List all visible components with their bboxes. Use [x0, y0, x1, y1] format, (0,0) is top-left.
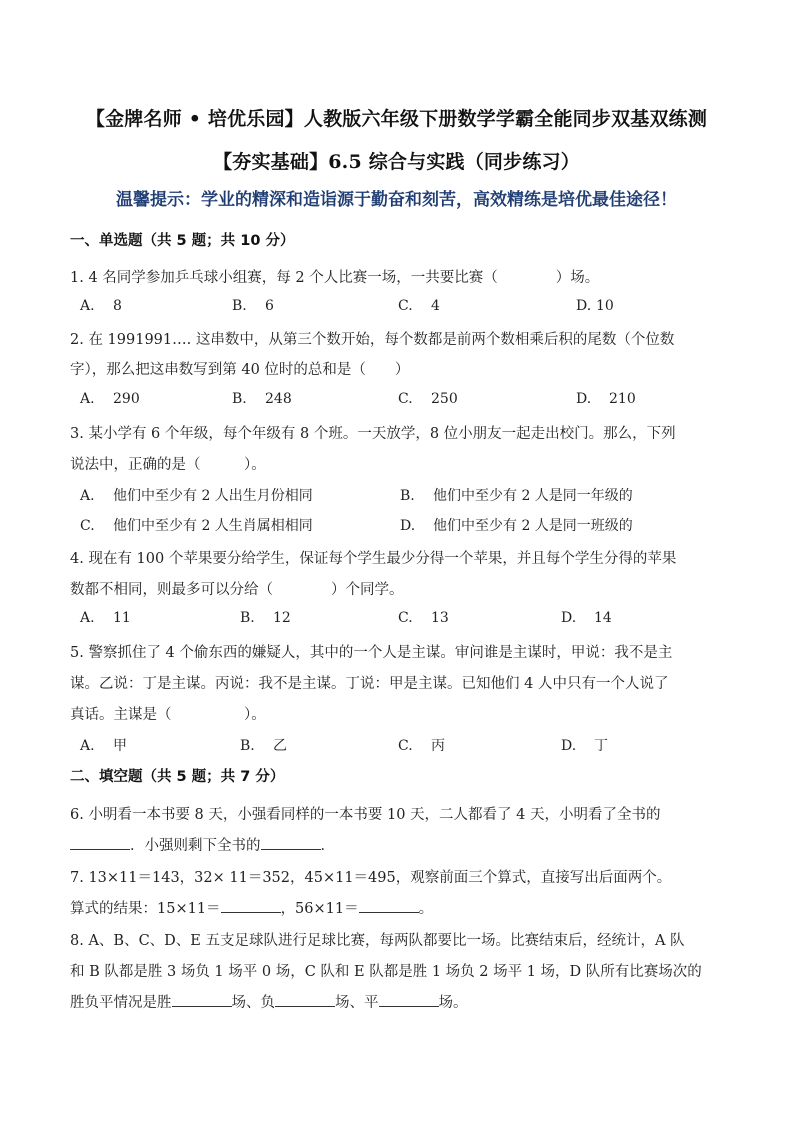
question-8-text-line1: 8. A、B、C、D、E 五支足球队进行足球比赛，每两队都要比一场。比赛结束后，经统计，A 队	[70, 933, 685, 949]
question-2-options	[0, 391, 793, 411]
option-c: C. 丙	[398, 738, 445, 754]
question-2-text-line1: 2. 在 1991991…. 这串数中，从第三个数开始，每个数都是前两个数相乘后积的尾数（个位数	[70, 332, 675, 348]
option-d: D. 10	[576, 298, 614, 314]
question-7-text-line1: 7. 13×11＝143，32× 11＝352，45×11＝495，观察前面三个算式，直接写出后面两个。	[70, 870, 672, 886]
answer-blank[interactable]	[172, 992, 232, 1007]
option-b: B. 12	[240, 610, 291, 626]
question-4-options	[0, 610, 793, 630]
question-2-text-line2: 字），那么把这串数写到第 40 位时的总和是（ ）	[70, 362, 410, 378]
option-d: D. 丁	[561, 738, 608, 754]
question-1-options	[0, 298, 793, 318]
question-5-text-line2: 谋。乙说：丁是主谋。丙说：我不是主谋。丁说：甲是主谋。已知他们 4 人中只有一个人说了	[70, 676, 669, 692]
answer-blank[interactable]	[221, 898, 281, 913]
option-b: B. 248	[232, 391, 292, 407]
answer-blank[interactable]	[261, 835, 321, 850]
question-6-text-line1: 6. 小明看一本书要 8 天，小强看同样的一本书要 10 天，二人都看了 4 天，小明看了全书的	[70, 807, 661, 823]
question-3-options-row1	[0, 485, 793, 505]
question-7-text-line2: 算式的结果：15×11＝ ，56×11＝ 。	[70, 897, 433, 918]
section-heading-fill-in: 二、填空题（共 5 题；共 7 分）	[70, 769, 285, 785]
option-a: A. 11	[80, 610, 131, 626]
option-c: C. 4	[398, 298, 440, 314]
question-3-text-line2: 说法中，正确的是（ ）。	[70, 457, 266, 473]
question-6-text-line2: ．小强则剩下全书的 ．	[70, 834, 335, 855]
option-b: B. 他们中至少有 2 人是同一年级的	[400, 488, 633, 504]
option-c: C. 他们中至少有 2 人生肖属相相同	[80, 518, 313, 534]
option-d: D. 他们中至少有 2 人是同一班级的	[400, 518, 633, 534]
answer-blank[interactable]	[275, 992, 335, 1007]
question-8-text-line3: 胜负平情况是胜 场、负 场、平 场。	[70, 991, 468, 1012]
section-heading-single-choice: 一、单选题（共 5 题；共 10 分）	[70, 233, 295, 249]
option-a: A. 8	[80, 298, 122, 314]
option-a: A. 他们中至少有 2 人出生月份相同	[80, 488, 313, 504]
question-1-text: 1. 4 名同学参加乒乓球小组赛，每 2 个人比赛一场，一共要比赛（ ）场。	[70, 270, 600, 286]
answer-blank[interactable]	[359, 898, 419, 913]
question-8-text-line2: 和 B 队都是胜 3 场负 1 场平 0 场，C 队和 E 队都是胜 1 场负 2 场平 1 场，D 队所有比赛场次的	[70, 964, 702, 980]
question-4-text-line1: 4. 现在有 100 个苹果要分给学生，保证每个学生最少分得一个苹果，并且每个学生分得的苹果	[70, 551, 677, 567]
question-4-text-line2: 数都不相同，则最多可以分给（ ）个同学。	[70, 582, 404, 598]
question-3-text-line1: 3. 某小学有 6 个年级，每个年级有 8 个班。一天放学，8 位小朋友一起走出校门。那么，下列	[70, 426, 676, 442]
document-title: 【金牌名师 • 培优乐园】人教版六年级下册数学学霸全能同步双基双练测	[85, 108, 708, 130]
answer-blank[interactable]	[70, 835, 130, 850]
option-c: C. 250	[398, 391, 458, 407]
option-c: C. 13	[398, 610, 449, 626]
question-3-options-row2	[0, 515, 793, 535]
question-5-text-line3: 真话。主谋是（ ）。	[70, 707, 266, 723]
option-a: A. 甲	[80, 738, 127, 754]
answer-blank[interactable]	[379, 992, 439, 1007]
hint-text: 温馨提示：学业的精深和造诣源于勤奋和刻苦，高效精练是培优最佳途径！	[116, 190, 677, 210]
document-subtitle: 【夯实基础】6.5 综合与实践（同步练习）	[213, 151, 580, 173]
option-a: A. 290	[80, 391, 140, 407]
option-d: D. 210	[576, 391, 636, 407]
question-5-text-line1: 5. 警察抓住了 4 个偷东西的嫌疑人，其中的一个人是主谋。审问谁是主谋时，甲说：我不是主	[70, 645, 673, 661]
option-d: D. 14	[561, 610, 612, 626]
option-b: B. 乙	[240, 738, 287, 754]
question-5-options	[0, 735, 793, 755]
option-b: B. 6	[232, 298, 274, 314]
